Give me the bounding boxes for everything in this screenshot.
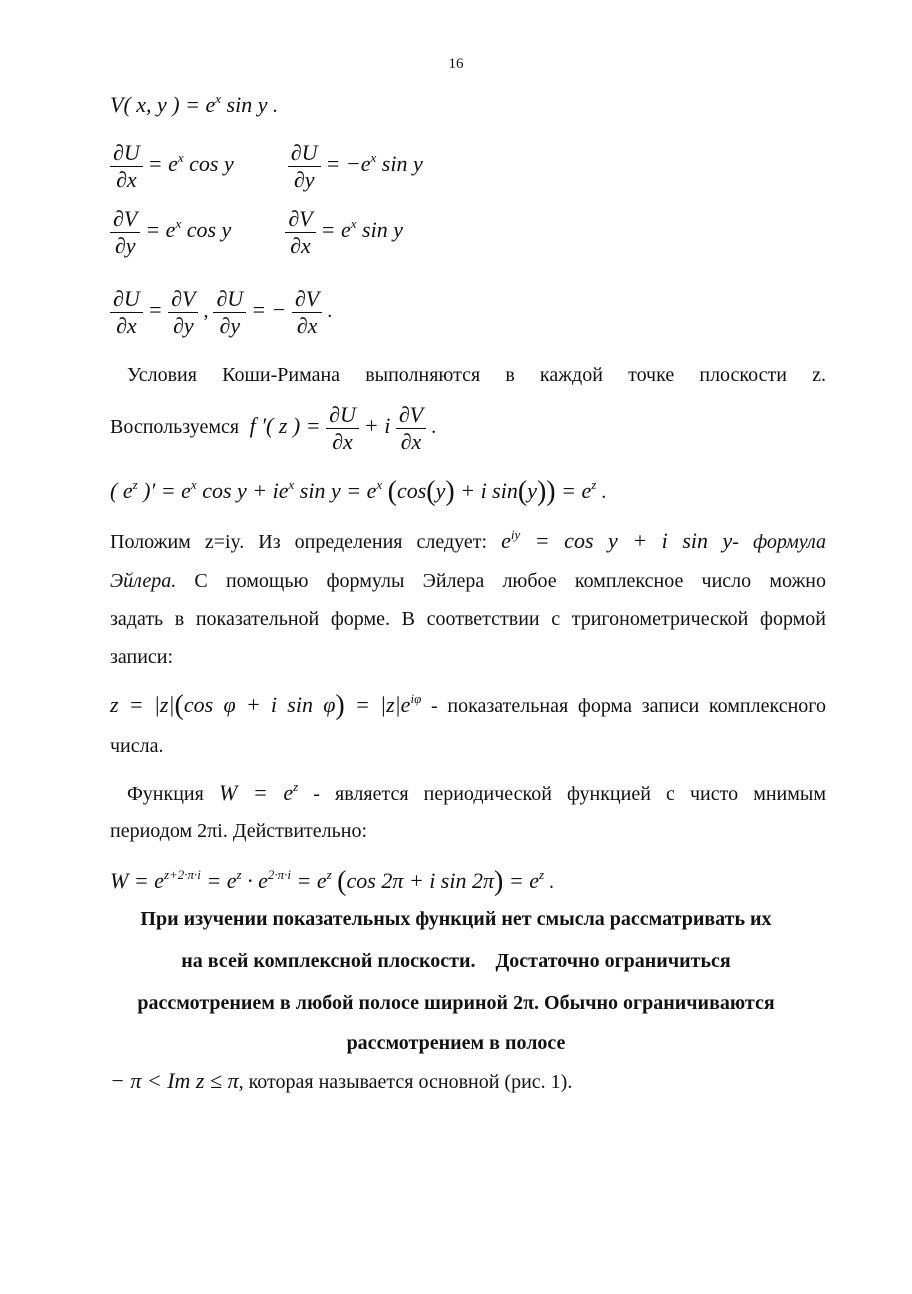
exponential-form-line <box>110 688 826 720</box>
euler-paragraph-line-2: задать в показательной форме. В соответствии с тригонометрической формой <box>110 608 826 630</box>
equation-strip: − π < Im z ≤ π <box>110 1068 239 1093</box>
strip-line <box>110 1068 572 1094</box>
text-euler-para-1: С помощью формулы Эйлера любое комплексное число можно <box>194 570 827 592</box>
text-exp-form-end: числа. <box>110 735 164 757</box>
text-dash: - <box>732 531 739 553</box>
derivative-formula-line: Воспользуемся f ′( z ) = $\frac{\partial U}{\partial x}$ + i $\frac{\partial V}{\partial x}$ . <box>110 402 437 454</box>
periodic-function-line <box>110 780 826 806</box>
text-euler-name-2: Эйлера. <box>110 570 177 592</box>
equation-partials-u: $\frac{\partial U}{\partial x}$ = $e^x$ cos y $\frac{\partial U}{\partial y}$ = $-e^x$ sin y <box>110 140 423 193</box>
text-period-line: периодом 2πi. Действительно: <box>110 820 368 842</box>
equation-euler: $e^{iy} = \cos y + i$ sin y <box>501 527 733 553</box>
equation-w-definition: $W = e^z$ <box>218 779 299 805</box>
text-function-word: Функция <box>127 783 204 805</box>
text-strip-desc: , которая называется основной (рис. 1). <box>238 1071 573 1093</box>
bold-text-line-4: рассмотрением в полосе <box>346 1032 566 1054</box>
equation-exp-derivative: ( $e^z$ )′ = $e^x$ $\cos y + ie^x$ $\sin y = e^x$ (cos(y) + i $\sin(y)) = e^z$ . <box>110 476 607 507</box>
text-exp-form-desc: - показательная форма записи комплексного <box>431 695 826 717</box>
text-euler-name-1: формула <box>753 531 827 553</box>
euler-line <box>110 528 826 554</box>
text-use-formula: Воспользуемся <box>110 416 240 439</box>
equation-cauchy-riemann: $\frac{\partial U}{\partial x}$ = $\frac{\partial V}{\partial y}$ , $\frac{\partial U}{\partial y}$ = − $\frac{\partial V}{\partial x}$ . <box>110 286 332 339</box>
text-put-z: Положим z=iy. Из определения следует: <box>110 531 488 553</box>
euler-paragraph-line-3: записи: <box>110 646 174 668</box>
equation-v-definition: V( x, y ) = $e^x$ sin y . <box>110 91 278 117</box>
bold-text-line-2: на всей комплексной плоскости. Достаточно ограничиться <box>181 950 731 972</box>
equation-exponential-form: z = |z|(cos φ + i $\sin \varphi) = |z|e^{i\varphi}$ <box>110 690 422 721</box>
text-periodic-desc: - является периодической функцией с чисто мнимым <box>313 783 827 805</box>
page-number: 16 <box>448 56 464 72</box>
equation-partials-v: $\frac{\partial V}{\partial y}$ = $e^x$ cos y $\frac{\partial V}{\partial x}$ = $e^x$ sin y <box>110 206 403 259</box>
euler-paragraph-line-1 <box>110 570 826 593</box>
text-cauchy-riemann-holds: Условия Коши-Римана выполняются в каждой точке плоскости z. <box>127 364 826 386</box>
bold-text-line-3: рассмотрением в любой полосе шириной 2π. Обычно ограничиваются <box>137 992 775 1014</box>
equation-periodicity: $W = e^{z+2\cdot\pi\cdot i} = e^z \cdot e^{2\cdot\pi\cdot i} = e^z$ (cos 2π + i $\sin 2\pi) = e^z$ . <box>110 866 555 897</box>
bold-text-line-1: При изучении показательных функций нет смысла рассматривать их <box>140 908 772 930</box>
